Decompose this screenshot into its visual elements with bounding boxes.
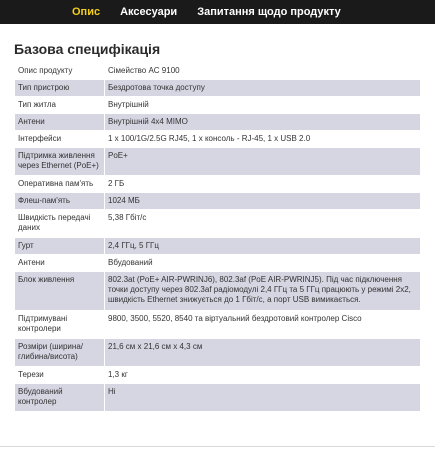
- table-row: [15, 367, 421, 384]
- spec-value: 2,4 ГГц, 5 ГГц: [105, 238, 421, 255]
- table-row: [15, 148, 421, 176]
- table-row: [15, 114, 421, 131]
- table-row: [15, 238, 421, 255]
- spec-value: 1024 МБ: [105, 193, 421, 210]
- spec-value: Ні: [105, 384, 421, 412]
- spec-value: 1 x 100/1G/2.5G RJ45, 1 x консоль - RJ-45, 1 x USB 2.0: [105, 131, 421, 148]
- tab-product-questions[interactable]: Запитання щодо продукту: [197, 6, 341, 18]
- spec-value: 1,3 кг: [105, 367, 421, 384]
- table-row: [15, 384, 421, 412]
- table-row: [15, 255, 421, 272]
- spec-key: Антени: [15, 114, 105, 131]
- section-title: Базова специфікація: [14, 41, 161, 57]
- spec-key: Підтримка живлення через Ethernet (PoE+): [15, 148, 105, 176]
- table-row: [15, 193, 421, 210]
- table-row: [15, 97, 421, 114]
- tab-description[interactable]: Опис: [72, 6, 101, 18]
- spec-key: Терези: [15, 367, 105, 384]
- spec-value: Внутрішній 4x4 MIMO: [105, 114, 421, 131]
- spec-value: Внутрішній: [105, 97, 421, 114]
- spec-key: Флеш-пам'ять: [15, 193, 105, 210]
- spec-value: 9800, 3500, 5520, 8540 та віртуальний бездротовий контролер Cisco: [105, 311, 421, 339]
- table-row: [15, 176, 421, 193]
- spec-value: Бездротова точка доступу: [105, 80, 421, 97]
- spec-key: Розміри (ширина/глибина/висота): [15, 339, 105, 367]
- spec-value: PoE+: [105, 148, 421, 176]
- spec-table: [14, 62, 421, 412]
- table-row: [15, 272, 421, 311]
- spec-key: Блок живлення: [15, 272, 105, 311]
- spec-key: Антени: [15, 255, 105, 272]
- spec-key: Інтерфейси: [15, 131, 105, 148]
- spec-value: 2 ГБ: [105, 176, 421, 193]
- table-row: [15, 210, 421, 238]
- spec-key: Тип житла: [15, 97, 105, 114]
- spec-value: 5,38 Гбіт/с: [105, 210, 421, 238]
- spec-key: Оперативна пам'ять: [15, 176, 105, 193]
- table-row: [15, 339, 421, 367]
- spec-key: Опис продукту: [15, 63, 105, 80]
- table-row: [15, 131, 421, 148]
- spec-value: Сімейство AC 9100: [105, 63, 421, 80]
- table-row: [15, 311, 421, 339]
- spec-value: 21,6 см x 21,6 см x 4,3 см: [105, 339, 421, 367]
- table-row: [15, 63, 421, 80]
- tab-accessories[interactable]: Аксесуари: [120, 6, 178, 18]
- top-nav: [0, 0, 435, 24]
- spec-value: 802.3at (PoE+ AIR-PWRINJ6), 802.3af (PoE AIR-PWRINJ5). Під час підключення точки доступу через 802.3af радіомодулі 2,4 ГГц та 5 ГГц працюють у режимі 2x2, швидкість Ethernet знижується до 1 Гбіт/с, а порт USB вимикається.: [105, 272, 421, 311]
- spec-key: Вбудований контролер: [15, 384, 105, 412]
- spec-key: Тип пристрою: [15, 80, 105, 97]
- spec-key: Підтримувані контролери: [15, 311, 105, 339]
- spec-value: Вбудований: [105, 255, 421, 272]
- spec-key: Швидкість передачі даних: [15, 210, 105, 238]
- table-row: [15, 80, 421, 97]
- spec-key: Гурт: [15, 238, 105, 255]
